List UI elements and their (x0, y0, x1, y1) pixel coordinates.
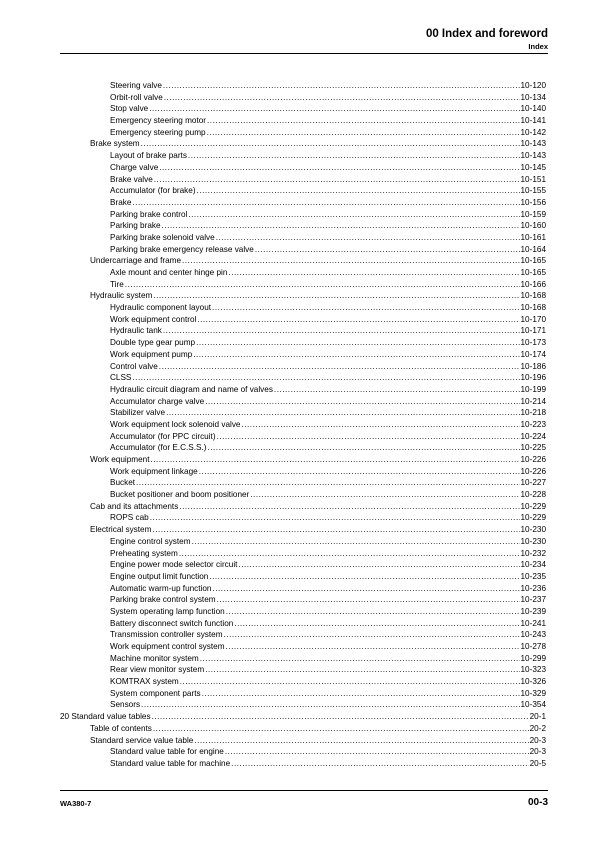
toc-entry-title: Hydraulic component layout (110, 303, 212, 313)
toc-entry-title: Axle mount and center hinge pin (110, 268, 228, 277)
toc-dot-leader (205, 396, 519, 408)
toc-entry-page: 20-3 (529, 747, 546, 757)
toc-entry-page: 10-214 (520, 396, 546, 406)
toc-entry-title: Brake (110, 197, 132, 207)
toc-dot-leader (166, 407, 519, 419)
toc-entry[interactable] (60, 174, 546, 186)
toc-entry-title: Work equipment control system (110, 642, 225, 651)
toc-dot-leader (216, 232, 520, 244)
toc-entry[interactable] (60, 664, 546, 676)
toc-entry-title: Hydraulic system (90, 291, 153, 301)
toc-entry-title: Automatic warm-up function (110, 583, 212, 593)
toc-entry[interactable] (60, 442, 546, 454)
table-of-contents (60, 80, 546, 770)
toc-entry-page: 10-243 (520, 630, 546, 640)
toc-dot-leader (207, 127, 520, 139)
toc-entry-page: 10-299 (520, 653, 546, 663)
toc-entry[interactable] (60, 512, 546, 524)
toc-dot-leader (212, 302, 519, 314)
toc-entry[interactable] (60, 629, 546, 641)
toc-entry-title: Stabilizer valve (110, 408, 166, 418)
toc-dot-leader (250, 489, 519, 501)
toc-entry-page: 10-145 (520, 162, 546, 172)
toc-entry-page: 10-239 (520, 606, 546, 616)
page-number: 00-3 (527, 797, 548, 808)
toc-entry[interactable] (60, 197, 546, 209)
toc-dot-leader (132, 197, 519, 209)
toc-entry-page: 10-168 (520, 303, 546, 313)
toc-entry-page: 20-5 (529, 758, 546, 768)
toc-entry-title: Tire (110, 279, 124, 289)
toc-dot-leader (192, 536, 520, 548)
toc-entry-page: 10-354 (520, 700, 546, 710)
toc-dot-leader (162, 220, 520, 232)
toc-entry-title: Parking brake (110, 221, 161, 231)
toc-entry[interactable] (60, 302, 546, 314)
toc-entry[interactable] (60, 688, 546, 700)
toc-entry[interactable] (60, 150, 546, 162)
toc-entry-page: 10-237 (520, 595, 546, 605)
toc-entry-title: Standard value table for machine (110, 758, 231, 768)
toc-dot-leader (205, 664, 519, 676)
toc-entry-title: System operating lamp function (110, 606, 225, 616)
toc-entry-title: Rear view monitor system (110, 665, 205, 675)
toc-entry[interactable] (60, 396, 546, 408)
toc-entry-page: 10-159 (520, 209, 546, 219)
toc-dot-leader (163, 80, 520, 92)
toc-entry[interactable] (60, 431, 546, 443)
toc-entry-page: 10-225 (520, 443, 546, 453)
toc-entry-title: Engine output limit function (110, 571, 209, 581)
toc-entry[interactable] (60, 244, 546, 256)
toc-entry-title: Battery disconnect switch function (110, 618, 234, 628)
toc-entry[interactable] (60, 279, 546, 291)
toc-entry-page: 10-140 (520, 104, 546, 114)
toc-entry-title: System component parts (110, 688, 201, 698)
toc-entry-page: 10-232 (520, 548, 546, 558)
toc-dot-leader (197, 314, 519, 326)
toc-entry[interactable] (60, 524, 546, 536)
toc-dot-leader (228, 267, 519, 279)
toc-entry-title: Undercarriage and frame (90, 256, 182, 266)
toc-entry-page: 20-2 (529, 723, 546, 733)
toc-dot-leader (238, 559, 519, 571)
toc-entry[interactable] (60, 372, 546, 384)
toc-dot-leader (125, 279, 520, 291)
toc-entry-page: 10-156 (520, 197, 546, 207)
toc-entry-title: Work equipment lock solenoid valve (110, 419, 241, 429)
toc-dot-leader (159, 361, 520, 373)
toc-entry[interactable] (60, 127, 546, 139)
toc-entry[interactable] (60, 758, 546, 770)
toc-entry-title: Accumulator (for brake) (110, 186, 196, 196)
toc-entry[interactable] (60, 267, 546, 279)
toc-dot-leader (132, 372, 519, 384)
toc-dot-leader (225, 746, 529, 758)
toc-entry-title: Control valve (110, 361, 158, 371)
toc-entry-page: 10-230 (520, 525, 546, 535)
toc-entry-page: 10-134 (520, 92, 546, 102)
toc-entry-page: 10-166 (520, 279, 546, 289)
toc-entry[interactable] (60, 594, 546, 606)
toc-entry[interactable] (60, 653, 546, 665)
toc-entry[interactable] (60, 723, 546, 735)
toc-dot-leader (202, 688, 520, 700)
toc-entry-page: 10-196 (520, 373, 546, 383)
toc-entry[interactable] (60, 454, 546, 466)
toc-entry-title: Work equipment control (110, 314, 197, 324)
toc-entry[interactable] (60, 711, 546, 723)
toc-entry[interactable] (60, 232, 546, 244)
model-number: WA380-7 (60, 799, 92, 808)
toc-dot-leader (153, 723, 529, 735)
toc-entry-title: KOMTRAX system (110, 677, 179, 687)
toc-entry-page: 10-165 (520, 268, 546, 277)
toc-dot-leader (136, 477, 519, 489)
toc-dot-leader (154, 174, 520, 186)
toc-entry-page: 10-230 (520, 536, 546, 546)
toc-entry-page: 10-141 (520, 116, 546, 126)
toc-entry-page: 10-223 (520, 419, 546, 429)
toc-entry-title: Hydraulic circuit diagram and name of valves (110, 384, 273, 394)
toc-entry-title: Work equipment (90, 455, 150, 464)
toc-entry-page: 10-229 (520, 501, 546, 511)
toc-entry-title: Accumulator (for E.C.S.S.) (110, 443, 207, 453)
toc-entry[interactable] (60, 337, 546, 349)
toc-dot-leader (141, 138, 520, 150)
toc-entry-title: Orbit-roll valve (110, 92, 163, 102)
toc-dot-leader (209, 571, 519, 583)
toc-entry-page: 10-235 (520, 571, 546, 581)
toc-entry[interactable] (60, 606, 546, 618)
toc-entry[interactable] (60, 501, 546, 513)
toc-entry-page: 10-278 (520, 642, 546, 651)
toc-dot-leader (212, 583, 519, 595)
toc-dot-leader (231, 758, 528, 770)
toc-dot-leader (152, 711, 529, 723)
toc-entry-page: 10-142 (520, 127, 546, 137)
toc-entry-title: 20 Standard value tables (60, 712, 151, 722)
toc-entry[interactable] (60, 676, 546, 688)
toc-entry-title: CLSS (110, 373, 132, 383)
toc-entry-page: 20-1 (529, 712, 546, 722)
toc-entry-title: Standard service value table (90, 735, 194, 745)
toc-entry[interactable] (60, 290, 546, 302)
toc-entry-title: Cab and its attachments (90, 501, 179, 511)
toc-entry-title: Parking brake control system (110, 595, 216, 605)
toc-entry-page: 10-329 (520, 688, 546, 698)
toc-entry-page: 10-174 (520, 349, 546, 359)
toc-entry[interactable] (60, 103, 546, 115)
toc-entry-title: Brake valve (110, 174, 153, 184)
toc-dot-leader (188, 150, 520, 162)
toc-entry-title: Brake system (90, 139, 140, 149)
section-subtitle: Index (528, 42, 548, 51)
toc-entry[interactable] (60, 466, 546, 478)
toc-entry-title: Table of contents (90, 723, 152, 733)
toc-entry-title: Steering valve (110, 81, 162, 90)
toc-dot-leader (226, 641, 520, 653)
toc-entry[interactable] (60, 314, 546, 326)
toc-entry[interactable] (60, 477, 546, 489)
toc-entry-page: 10-160 (520, 221, 546, 231)
toc-entry-title: Emergency steering pump (110, 127, 206, 137)
toc-entry-page: 10-171 (520, 326, 546, 336)
toc-entry[interactable] (60, 571, 546, 583)
toc-entry-title: Engine control system (110, 536, 191, 546)
toc-dot-leader (180, 676, 520, 688)
toc-entry-title: Work equipment pump (110, 349, 193, 359)
toc-entry-page: 10-229 (520, 513, 546, 523)
toc-dot-leader (226, 606, 520, 618)
toc-dot-leader (141, 699, 519, 711)
toc-entry-title: Bucket positioner and boom positioner (110, 490, 250, 500)
toc-entry[interactable] (60, 185, 546, 197)
toc-entry-page: 10-120 (520, 81, 546, 90)
toc-entry-page: 10-151 (520, 174, 546, 184)
toc-dot-leader (207, 115, 519, 127)
toc-entry-title: Parking brake emergency release valve (110, 244, 254, 254)
toc-dot-leader (197, 185, 520, 197)
toc-dot-leader (255, 244, 520, 256)
toc-entry-page: 10-168 (520, 291, 546, 301)
toc-entry[interactable] (60, 325, 546, 337)
toc-entry-title: Transmission controller system (110, 630, 223, 640)
toc-dot-leader (224, 629, 520, 641)
toc-entry[interactable] (60, 349, 546, 361)
toc-dot-leader (217, 594, 520, 606)
toc-entry[interactable] (60, 361, 546, 373)
toc-entry-page: 10-234 (520, 560, 546, 570)
toc-entry-page: 10-143 (520, 151, 546, 161)
toc-entry-title: Accumulator (for PPC circuit) (110, 431, 216, 441)
toc-entry-page: 10-165 (520, 256, 546, 266)
toc-entry[interactable] (60, 138, 546, 150)
toc-dot-leader (179, 548, 520, 560)
toc-entry[interactable] (60, 559, 546, 571)
toc-dot-leader (179, 501, 519, 513)
toc-dot-leader (188, 209, 519, 221)
toc-entry[interactable] (60, 384, 546, 396)
toc-entry-page: 10-226 (520, 455, 546, 464)
toc-entry-title: Machine monitor system (110, 653, 199, 663)
toc-dot-leader (149, 103, 519, 115)
toc-entry-page: 10-323 (520, 665, 546, 675)
toc-entry-title: Bucket (110, 478, 136, 488)
toc-dot-leader (234, 618, 519, 630)
toc-entry-page: 10-241 (520, 618, 546, 628)
toc-dot-leader (200, 653, 520, 665)
toc-dot-leader (196, 337, 519, 349)
toc-entry-page: 10-164 (520, 244, 546, 254)
toc-entry[interactable] (60, 162, 546, 174)
toc-entry-title: Work equipment linkage (110, 466, 198, 476)
toc-entry-page: 10-170 (520, 314, 546, 324)
toc-entry-title: Parking brake solenoid valve (110, 232, 215, 242)
toc-entry[interactable] (60, 641, 546, 653)
toc-entry-title: Hydraulic tank (110, 326, 162, 336)
toc-entry-page: 10-236 (520, 583, 546, 593)
toc-entry-page: 10-143 (520, 139, 546, 149)
toc-dot-leader (152, 524, 519, 536)
toc-entry-title: ROPS cab (110, 513, 149, 523)
toc-dot-leader (207, 442, 519, 454)
toc-entry[interactable] (60, 583, 546, 595)
toc-entry[interactable] (60, 419, 546, 431)
toc-entry[interactable] (60, 735, 546, 747)
toc-entry-page: 10-228 (520, 490, 546, 500)
toc-entry[interactable] (60, 548, 546, 560)
toc-entry[interactable] (60, 536, 546, 548)
toc-entry-page: 10-227 (520, 478, 546, 488)
toc-entry-page: 10-173 (520, 338, 546, 348)
toc-entry[interactable] (60, 80, 546, 92)
toc-entry[interactable] (60, 489, 546, 501)
toc-entry-page: 10-218 (520, 408, 546, 418)
toc-dot-leader (159, 162, 519, 174)
toc-dot-leader (150, 454, 519, 466)
toc-entry[interactable] (60, 115, 546, 127)
toc-entry-page: 10-186 (520, 361, 546, 371)
section-title: 00 Index and foreword (425, 28, 548, 40)
toc-dot-leader (164, 92, 520, 104)
toc-entry[interactable] (60, 618, 546, 630)
toc-entry[interactable] (60, 746, 546, 758)
toc-dot-leader (217, 431, 520, 443)
toc-entry-page: 10-161 (520, 232, 546, 242)
toc-entry-title: Preheating system (110, 548, 178, 558)
toc-dot-leader (199, 466, 520, 478)
toc-entry-page: 10-226 (520, 466, 546, 476)
toc-entry[interactable] (60, 209, 546, 221)
toc-entry[interactable] (60, 407, 546, 419)
toc-entry-title: Charge valve (110, 162, 159, 172)
toc-entry-page: 10-155 (520, 186, 546, 196)
toc-dot-leader (193, 349, 519, 361)
toc-dot-leader (182, 255, 519, 267)
toc-entry-title: Engine power mode selector circuit (110, 560, 238, 570)
toc-entry[interactable] (60, 699, 546, 711)
toc-dot-leader (153, 290, 519, 302)
toc-entry[interactable] (60, 220, 546, 232)
toc-entry-title: Electrical system (90, 525, 152, 535)
toc-entry-page: 10-199 (520, 384, 546, 394)
toc-entry-page: 10-326 (520, 677, 546, 687)
header-divider (60, 53, 548, 54)
toc-dot-leader (150, 512, 520, 524)
toc-entry-title: Standard value table for engine (110, 747, 224, 757)
toc-dot-leader (163, 325, 520, 337)
toc-dot-leader (241, 419, 519, 431)
toc-entry-title: Emergency steering motor (110, 116, 207, 126)
toc-entry-page: 20-3 (529, 735, 546, 745)
toc-entry-page: 10-224 (520, 431, 546, 441)
toc-dot-leader (194, 735, 528, 747)
toc-entry-title: Accumulator charge valve (110, 396, 205, 406)
toc-dot-leader (274, 384, 520, 396)
footer-divider (60, 790, 548, 791)
toc-entry-title: Parking brake control (110, 209, 188, 219)
toc-entry-title: Stop valve (110, 104, 149, 114)
toc-entry-title: Double type gear pump (110, 338, 196, 348)
toc-entry-title: Layout of brake parts (110, 151, 187, 161)
toc-entry[interactable] (60, 92, 546, 104)
toc-entry[interactable] (60, 255, 546, 267)
toc-entry-title: Sensors (110, 700, 141, 710)
